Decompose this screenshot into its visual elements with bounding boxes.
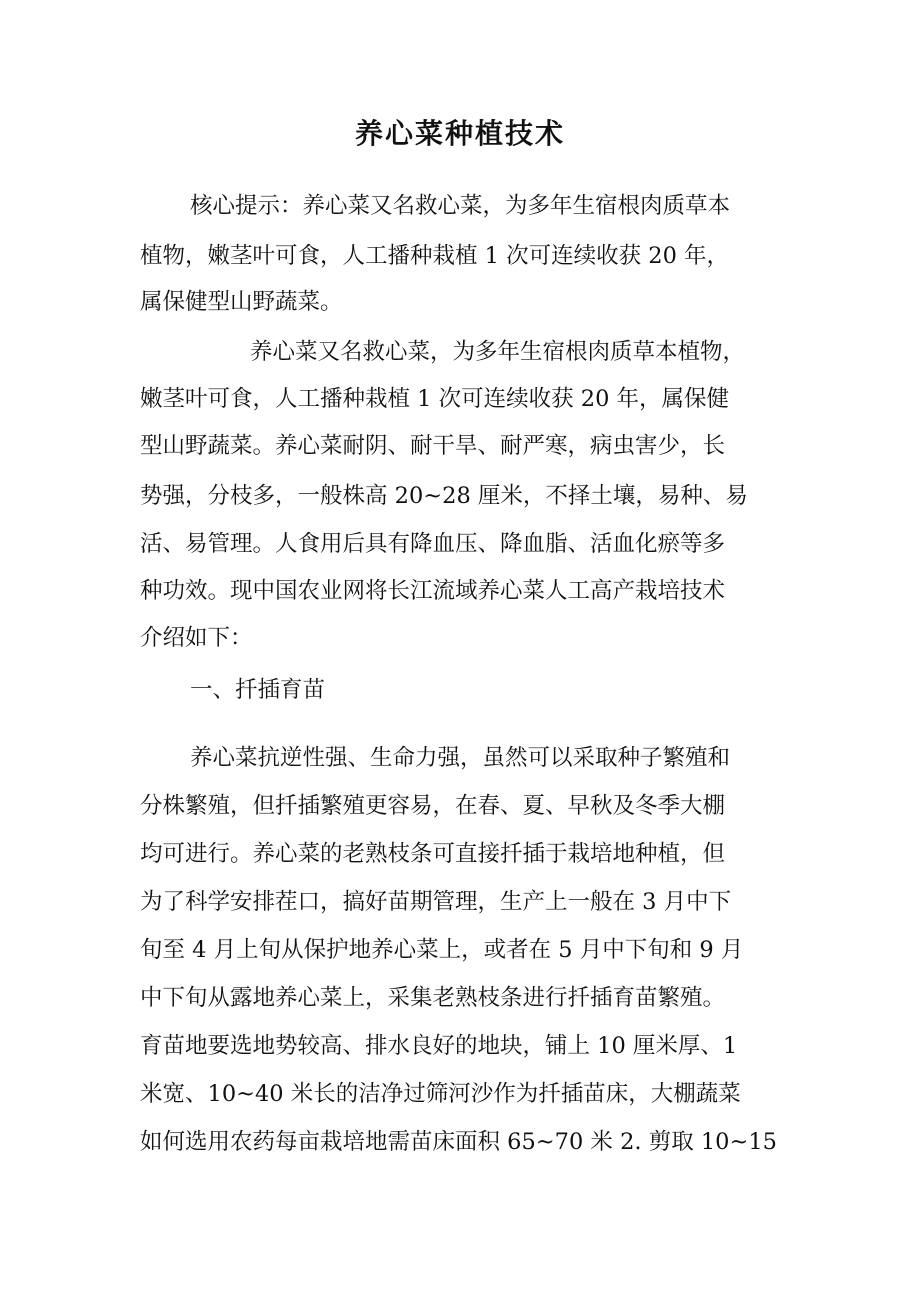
intro-line: 活、易管理。人食用后具有降血压、降血脂、活血化瘀等多 — [140, 531, 726, 557]
section-line: 为了科学安排茬口，搞好苗期管理，生产上一般在 3 月中下 — [140, 889, 732, 915]
document-title: 养心菜种植技术 — [354, 117, 565, 150]
summary-line: 属保健型山野蔬菜。 — [140, 289, 343, 315]
section-heading: 一、扦插育苗 — [190, 677, 326, 703]
section-line: 养心菜抗逆性强、生命力强，虽然可以采取种子繁殖和 — [190, 745, 731, 771]
section-line: 均可进行。养心菜的老熟枝条可直接扦插于栽培地种植，但 — [140, 841, 726, 867]
intro-line: 嫩茎叶可食，人工播种栽植 1 次可连续收获 20 年，属保健 — [140, 386, 730, 412]
intro-line: 介绍如下： — [140, 625, 253, 651]
intro-line: 势强，分枝多，一般株高 20~28 厘米，不择土壤，易种、易 — [140, 483, 748, 509]
section-line: 旬至 4 月上旬从保护地养心菜上，或者在 5 月中下旬和 9 月 — [140, 937, 744, 963]
section-line: 中下旬从露地养心菜上，采集老熟枝条进行扦插育苗繁殖。 — [140, 985, 726, 1011]
section-line: 育苗地要选地势较高、排水良好的地块，铺上 10 厘米厚、1 — [140, 1033, 738, 1059]
section-line: 米宽、10~40 米长的洁净过筛河沙作为扦插苗床，大棚蔬菜 — [140, 1081, 741, 1107]
summary-line: 核心提示：养心菜又名救心菜，为多年生宿根肉质草本 — [190, 193, 731, 219]
intro-line: 种功效。现中国农业网将长江流域养心菜人工高产栽培技术 — [140, 578, 726, 604]
summary-line: 植物，嫩茎叶可食，人工播种栽植 1 次可连续收获 20 年， — [140, 243, 730, 269]
section-line: 分株繁殖，但扦插繁殖更容易，在春、夏、早秋及冬季大棚 — [140, 793, 726, 819]
intro-line: 型山野蔬菜。养心菜耐阴、耐干旱、耐严寒，病虫害少，长 — [140, 433, 726, 459]
intro-line: 养心菜又名救心菜，为多年生宿根肉质草本植物， — [250, 339, 746, 365]
section-line: 如何选用农药每亩栽培地需苗床面积 65~70 米 2. 剪取 10~15 — [140, 1129, 777, 1155]
